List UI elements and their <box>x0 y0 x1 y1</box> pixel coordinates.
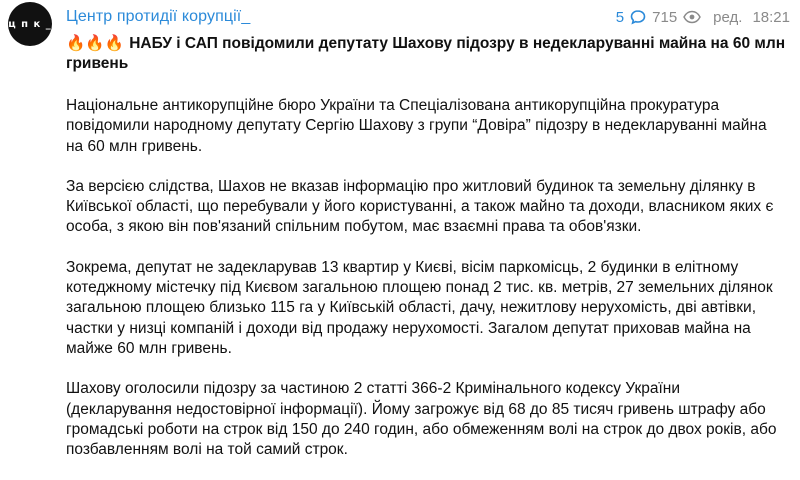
avatar-text: ц п к _ <box>8 18 52 30</box>
post-paragraph: Національне антикорупційне бюро України та Спеціалізована антикорупційна прокуратура повідомили народному депутату Сергію Шахову з групи “Довіра” підозру в недекларуванні майна на 60 млн гривень. <box>66 97 767 155</box>
post-meta <box>616 9 790 26</box>
channel-avatar[interactable] <box>8 2 52 46</box>
post-body <box>66 96 786 480</box>
eye-icon <box>683 10 701 24</box>
views-count: 715 <box>652 8 678 26</box>
fire-emoji-icons: 🔥🔥🔥 <box>66 35 124 52</box>
comments-count[interactable]: 5 <box>615 8 625 26</box>
post-title <box>66 34 786 74</box>
comment-bubble-icon[interactable] <box>630 9 646 25</box>
channel-name[interactable]: Центр протидії корупції_ <box>66 8 251 25</box>
post-paragraph: За версією слідства, Шахов не вказав інформацію про житловий будинок та земельну ділянку в Київської області, що перебували у його користуванні, а також майно та доходи, власником яких є особа, з якою він пов'язаний спільним побутом, має взаємні права та обов'язки. <box>66 177 774 236</box>
post-paragraph: Шахову оголосили підозру за частиною 2 статті 366-2 Кримінального кодексу України (декларування недостовірної інформації). Йому загрожує від 68 до 85 тисяч гривень штрафу або громадські роботи на строк від 150 до 240 годин, або обмеженням волі на строк до двох років, або позбавленням волі на той самий строк. <box>66 380 777 459</box>
post-time: 18:21 <box>752 8 790 26</box>
post-header <box>66 5 790 29</box>
edited-label: ред. <box>713 8 743 26</box>
post-paragraph: Зокрема, депутат не задекларував 13 квартир у Києві, вісім паркомісць, 2 будинки в елітному котеджному містечку під Києвом загальною площею понад 2 тис. кв. метрів, 27 земельних ділянок загальною площею близько 115 га у Київській області, дачу, нежитлову нерухомість, дві автівки, частки у низці компаній і доходи від продажу нерухомості. Загалом депутат приховав майна на майже 60 млн гривень. <box>66 258 773 357</box>
post-title-text: НАБУ і САП повідомили депутату Шахову підозру в недекларуванні майна на 60 млн гривень <box>66 35 786 72</box>
